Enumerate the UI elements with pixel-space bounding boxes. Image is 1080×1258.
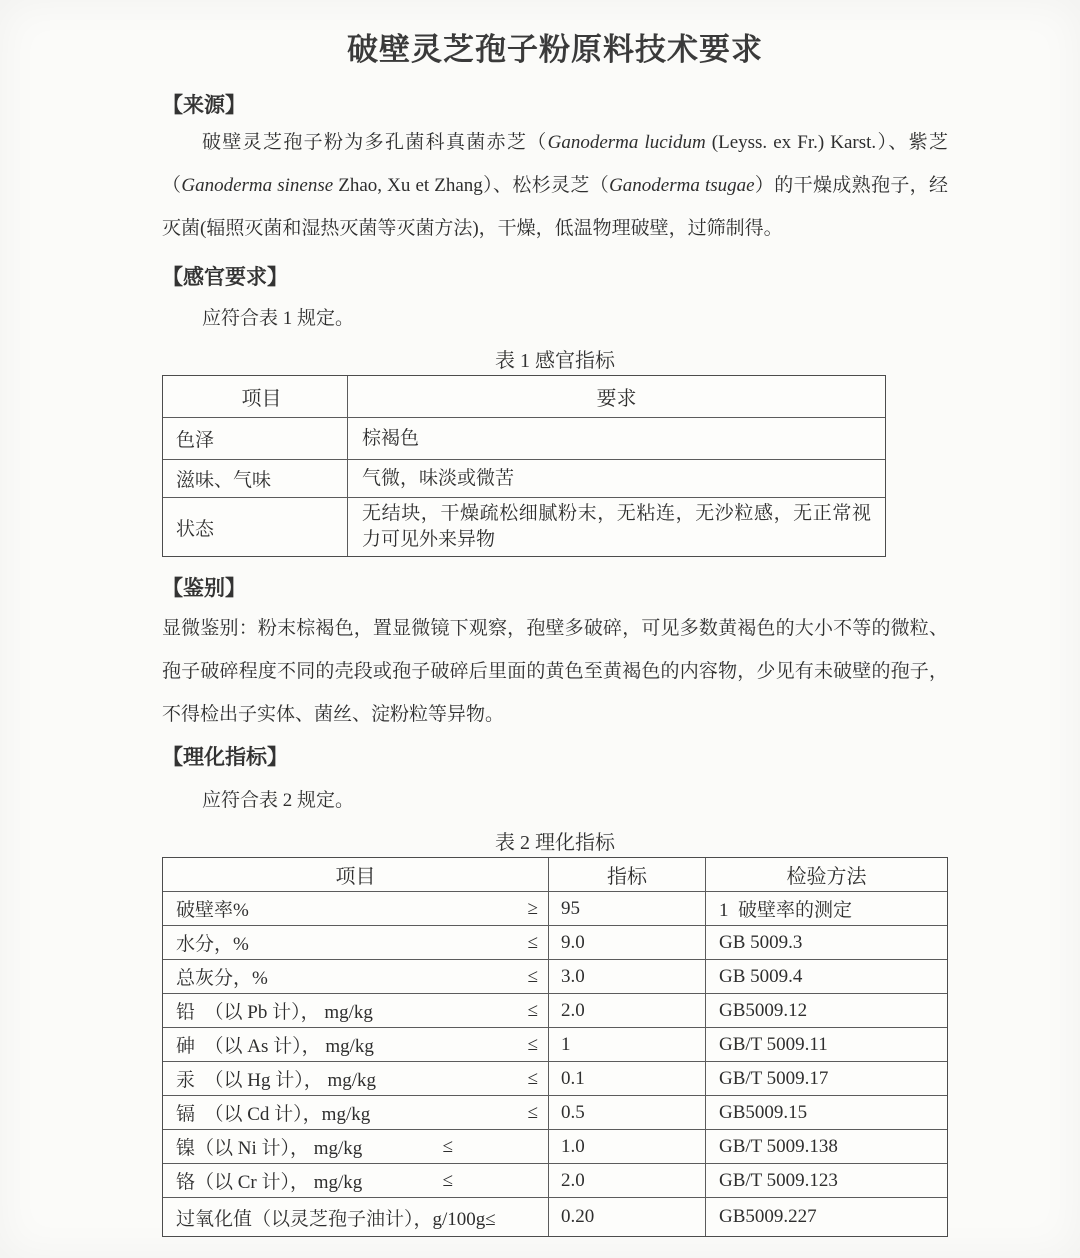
comparison-symbol: ≤ bbox=[527, 1067, 538, 1089]
physchem-note: 应符合表 2 规定。 bbox=[202, 790, 355, 811]
comparison-symbol: ≤ bbox=[527, 999, 538, 1021]
physchem-table bbox=[162, 857, 948, 1237]
comparison-symbol: ≤ bbox=[442, 1135, 453, 1157]
table-row bbox=[163, 1028, 947, 1062]
physchem-heading: 【理化指标】 bbox=[162, 745, 288, 769]
text-segment: 破壁灵芝孢子粉为多孔菌科真菌赤芝（ bbox=[202, 132, 548, 153]
item-cell bbox=[163, 892, 549, 925]
latin-species-name: Ganoderma sinense bbox=[181, 175, 334, 196]
text-segment: Zhao, Xu et Zhang）、松杉灵芝（ bbox=[333, 175, 610, 196]
comparison-symbol: ≤ bbox=[527, 1033, 538, 1055]
table-row bbox=[163, 1164, 947, 1198]
text-segment: 显微鉴别：粉末棕褐色，置显微镜下观察，孢壁多破碎，可见多数黄褐色的大小不等的微粒、 bbox=[162, 618, 948, 639]
item-cell bbox=[163, 960, 549, 993]
method-cell: GB 5009.3 bbox=[719, 931, 803, 953]
comparison-symbol: ≤ bbox=[442, 1169, 453, 1191]
item-cell bbox=[163, 1062, 549, 1095]
column-header-method: 检验方法 bbox=[786, 866, 867, 888]
table-row bbox=[163, 892, 947, 926]
requirement-cell: 棕褐色 bbox=[362, 427, 420, 449]
method-cell: GB/T 5009.138 bbox=[719, 1135, 838, 1157]
source-heading: 【来源】 bbox=[162, 93, 246, 117]
table-row bbox=[163, 460, 885, 498]
item-cell bbox=[163, 1028, 549, 1061]
index-cell: 0.1 bbox=[549, 1062, 706, 1095]
index-cell: 1 bbox=[549, 1028, 706, 1061]
method-cell: GB5009.15 bbox=[719, 1101, 808, 1123]
comparison-symbol: ≤ bbox=[527, 965, 538, 987]
item-cell bbox=[163, 1164, 549, 1197]
index-cell: 2.0 bbox=[549, 994, 706, 1027]
method-cell: GB/T 5009.123 bbox=[719, 1169, 838, 1191]
identification-paragraph bbox=[162, 607, 948, 736]
paragraph-line bbox=[162, 121, 948, 164]
column-header-item: 项目 bbox=[163, 858, 549, 891]
sensory-table-header-row bbox=[163, 376, 885, 418]
paragraph-line bbox=[162, 650, 948, 693]
method-cell: GB5009.12 bbox=[719, 999, 808, 1021]
paragraph-line bbox=[162, 693, 948, 736]
table-row bbox=[163, 1096, 947, 1130]
column-header-requirement: 要求 bbox=[596, 388, 637, 410]
item-label: 铅 （以 Pb 计）， mg/kg bbox=[176, 1002, 373, 1023]
source-paragraph bbox=[162, 121, 948, 250]
item-label: 铬（以 Cr 计）， mg/kg bbox=[176, 1172, 363, 1193]
index-cell: 2.0 bbox=[549, 1164, 706, 1197]
item-cell bbox=[163, 1096, 549, 1129]
physchem-table-header-row bbox=[163, 858, 947, 892]
text-segment: ）的干燥成熟孢子，经 bbox=[754, 175, 949, 196]
index-cell: 0.5 bbox=[549, 1096, 706, 1129]
index-cell: 1.0 bbox=[549, 1130, 706, 1163]
table-row bbox=[163, 1062, 947, 1096]
item-label: 砷 （以 As 计）， mg/kg bbox=[176, 1036, 374, 1057]
item-cell bbox=[163, 1130, 549, 1163]
table-row bbox=[163, 418, 885, 460]
requirement-cell: 无结块，干燥疏松细腻粉末，无粘连，无沙粒感，无正常视力可见外来异物 bbox=[362, 503, 871, 550]
latin-species-name: Ganoderma lucidum bbox=[547, 132, 706, 153]
method-cell: GB5009.227 bbox=[719, 1206, 817, 1227]
table-row bbox=[163, 926, 947, 960]
index-cell: 0.20 bbox=[549, 1198, 706, 1236]
item-label: 镍（以 Ni 计）， mg/kg bbox=[176, 1138, 363, 1159]
sensory-note: 应符合表 1 规定。 bbox=[202, 308, 355, 329]
sensory-table-caption: 表 1 感官指标 bbox=[495, 350, 615, 372]
text-segment: 灭菌(辐照灭菌和湿热灭菌等灭菌方法)，干燥，低温物理破壁，过筛制得。 bbox=[162, 218, 783, 239]
item-label: 镉 （以 Cd 计），mg/kg bbox=[176, 1104, 371, 1125]
table-row bbox=[163, 1130, 947, 1164]
item-cell: 状态 bbox=[163, 498, 348, 556]
text-segment: （ bbox=[162, 175, 182, 196]
table-row bbox=[163, 960, 947, 994]
table-row bbox=[163, 994, 947, 1028]
item-cell bbox=[163, 926, 549, 959]
document-title: 破壁灵芝孢子粉原料技术要求 bbox=[347, 32, 763, 67]
item-label: 总灰分，% bbox=[176, 968, 268, 989]
index-cell: 9.0 bbox=[549, 926, 706, 959]
requirement-cell: 气微，味淡或微苦 bbox=[362, 467, 515, 489]
paragraph-line bbox=[162, 207, 948, 250]
text-segment: (Leyss. ex Fr.) Karst.）、紫芝 bbox=[705, 132, 948, 153]
comparison-symbol: ≤ bbox=[527, 1101, 538, 1123]
item-label: 过氧化值（以灵芝孢子油计），g/100g≤ bbox=[176, 1208, 496, 1230]
text-segment: 孢子破碎程度不同的壳段或孢子破碎后里面的黄色至黄褐色的内容物，少见有未破壁的孢子， bbox=[162, 661, 948, 682]
item-label: 汞 （以 Hg 计）， mg/kg bbox=[176, 1070, 377, 1091]
table-row bbox=[163, 1198, 947, 1236]
method-cell: GB/T 5009.11 bbox=[719, 1033, 828, 1055]
identification-heading: 【鉴别】 bbox=[162, 576, 246, 600]
sensory-table bbox=[162, 375, 886, 557]
index-cell: 95 bbox=[549, 892, 706, 925]
latin-species-name: Ganoderma tsugae bbox=[609, 175, 755, 196]
column-header-index: 指标 bbox=[549, 858, 706, 891]
index-cell: 3.0 bbox=[549, 960, 706, 993]
paragraph-line bbox=[162, 164, 948, 207]
sensory-heading: 【感官要求】 bbox=[162, 265, 288, 289]
method-cell: GB 5009.4 bbox=[719, 965, 803, 987]
method-cell: GB/T 5009.17 bbox=[719, 1067, 829, 1089]
physchem-table-caption: 表 2 理化指标 bbox=[495, 832, 615, 854]
item-cell: 色泽 bbox=[163, 418, 348, 459]
text-segment: 不得检出子实体、菌丝、淀粉粒等异物。 bbox=[162, 704, 505, 725]
method-cell: 1 破壁率的测定 bbox=[719, 900, 853, 921]
item-cell: 滋味、气味 bbox=[163, 460, 348, 497]
item-cell bbox=[163, 1198, 549, 1236]
item-cell bbox=[163, 994, 549, 1027]
paragraph-line bbox=[162, 607, 948, 650]
table-row bbox=[163, 498, 885, 556]
item-label: 水分，% bbox=[176, 934, 249, 955]
comparison-symbol: ≤ bbox=[527, 931, 538, 953]
comparison-symbol: ≥ bbox=[527, 897, 538, 919]
column-header-item: 项目 bbox=[163, 376, 348, 417]
item-label: 破壁率% bbox=[176, 900, 249, 921]
